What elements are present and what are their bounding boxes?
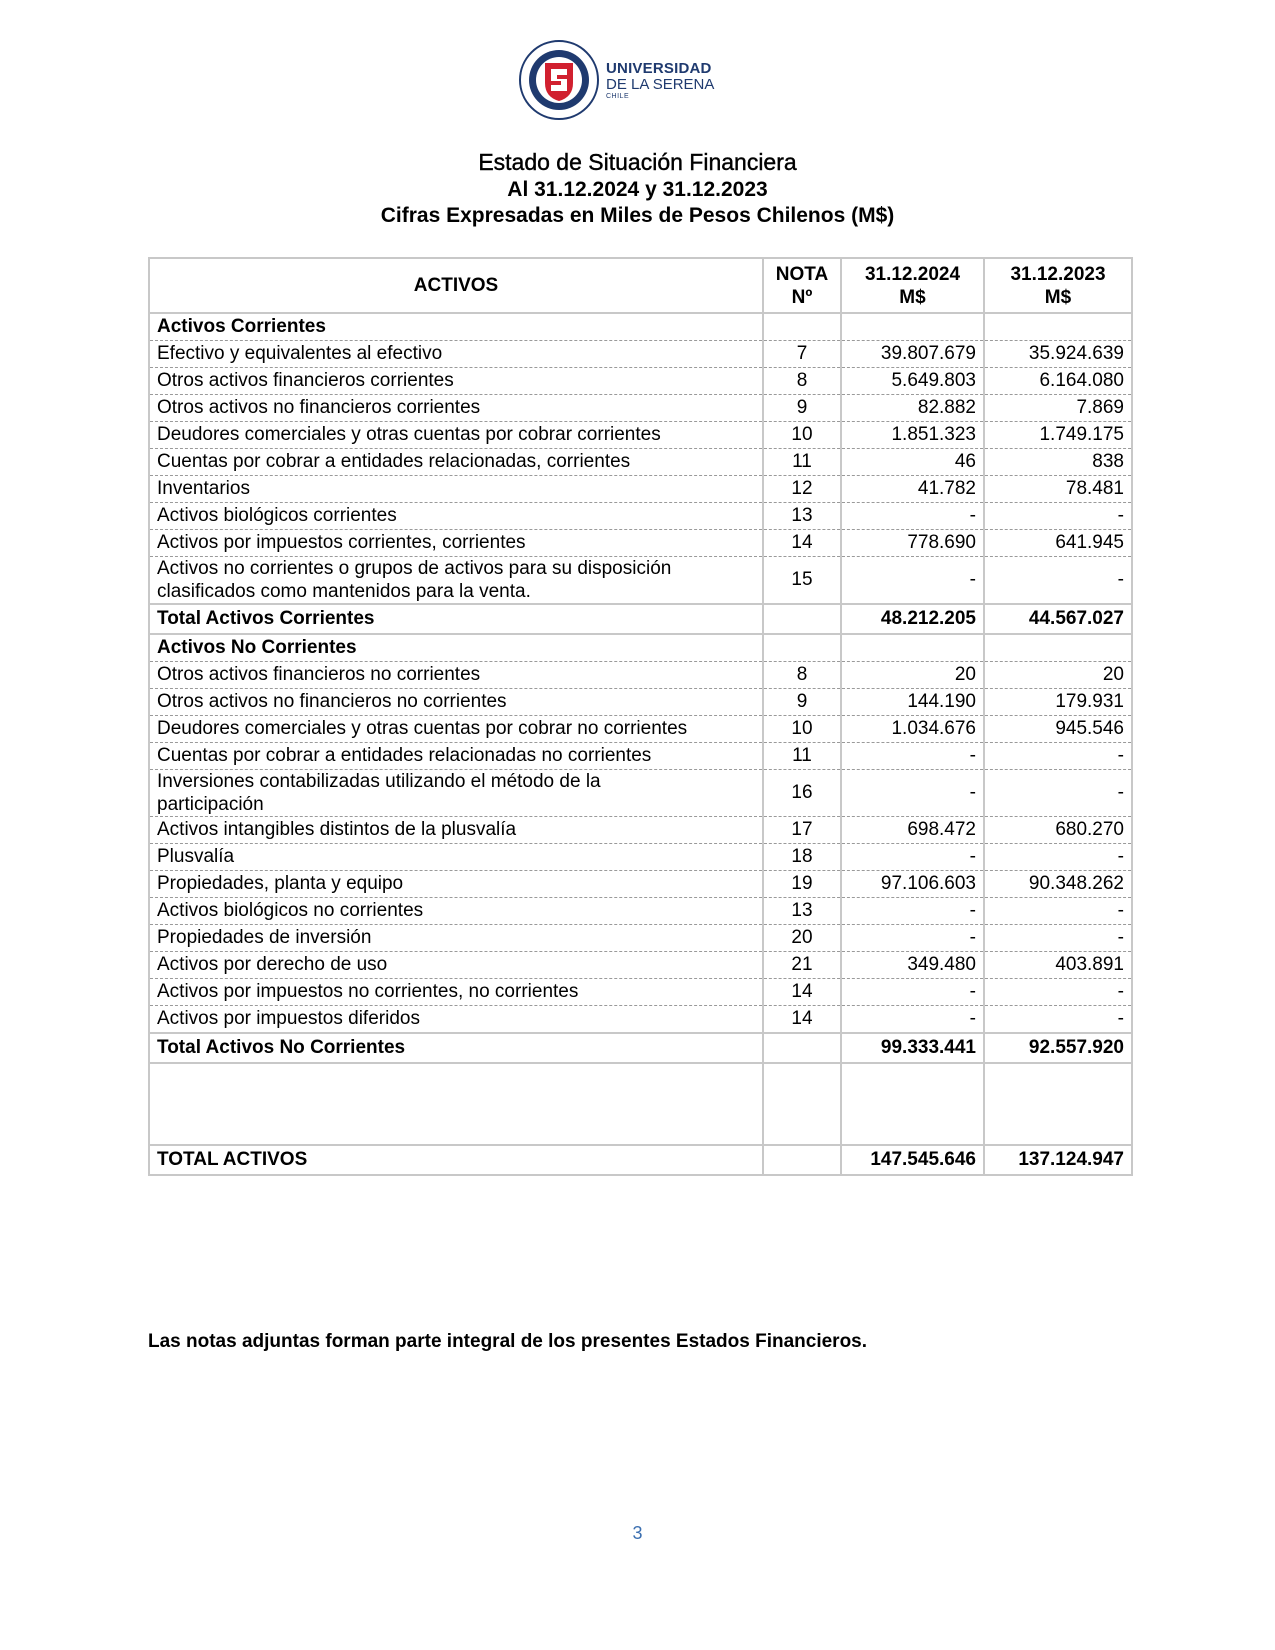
row-value-2023: -	[984, 844, 1132, 871]
row-nota	[763, 1145, 841, 1175]
row-value-2024: 97.106.603	[841, 871, 984, 898]
row-value-2023: 92.557.920	[984, 1033, 1132, 1063]
row-label-text-continued: clasificados como mantenidos para la venta.	[157, 581, 531, 602]
row-nota: 20	[763, 925, 841, 952]
row-value-2023	[984, 1063, 1132, 1145]
header-nota-line2: Nº	[791, 286, 813, 308]
row-label	[149, 341, 763, 368]
row-value-2023: 90.348.262	[984, 871, 1132, 898]
table-row	[149, 313, 1132, 341]
row-nota: 21	[763, 952, 841, 979]
row-value-2024: -	[841, 557, 984, 605]
table-row	[149, 503, 1132, 530]
row-value-2024	[841, 634, 984, 662]
row-value-2024	[841, 313, 984, 341]
row-value-2023	[984, 634, 1132, 662]
row-value-2024: 778.690	[841, 530, 984, 557]
table-header-row	[149, 258, 1132, 313]
row-value-2024: 20	[841, 662, 984, 689]
row-value-2023: 35.924.639	[984, 341, 1132, 368]
row-label	[149, 1063, 763, 1145]
table-row	[149, 557, 1132, 605]
row-value-2023: 641.945	[984, 530, 1132, 557]
header-2024-date: 31.12.2024	[864, 263, 961, 285]
row-label	[149, 395, 763, 422]
row-value-2023: -	[984, 503, 1132, 530]
row-label	[149, 449, 763, 476]
row-value-2024: 1.034.676	[841, 716, 984, 743]
row-value-2023: 6.164.080	[984, 368, 1132, 395]
row-label	[149, 368, 763, 395]
header-nota-line1: NOTA	[775, 263, 829, 285]
row-nota: 13	[763, 503, 841, 530]
table-row	[149, 743, 1132, 770]
row-nota: 9	[763, 395, 841, 422]
row-label-text: Activos biológicos no corrientes	[157, 900, 424, 921]
row-value-2023: 179.931	[984, 689, 1132, 716]
row-nota: 15	[763, 557, 841, 605]
row-value-2024: 698.472	[841, 817, 984, 844]
table-row	[149, 604, 1132, 634]
row-label-text: Otros activos financieros corrientes	[157, 370, 454, 391]
logo-line-3: CHILE	[606, 92, 630, 100]
row-label	[149, 716, 763, 743]
row-nota: 14	[763, 1006, 841, 1034]
table-row	[149, 770, 1132, 817]
row-label-text: Activos por derecho de uso	[157, 954, 388, 975]
row-label	[149, 689, 763, 716]
footnote: Las notas adjuntas forman parte integral de los presentes Estados Financieros.	[148, 1331, 868, 1352]
row-nota: 8	[763, 662, 841, 689]
row-value-2023: 44.567.027	[984, 604, 1132, 634]
row-label	[149, 1145, 763, 1175]
logo-line-2: DE LA SERENA	[606, 75, 715, 93]
header-nota	[763, 258, 841, 313]
row-label-text: Activos No Corrientes	[157, 637, 357, 658]
row-value-2023: -	[984, 979, 1132, 1006]
table-row	[149, 952, 1132, 979]
row-nota: 10	[763, 422, 841, 449]
row-nota: 7	[763, 341, 841, 368]
table-row	[149, 662, 1132, 689]
row-value-2023: -	[984, 1006, 1132, 1034]
row-value-2023: 7.869	[984, 395, 1132, 422]
row-nota	[763, 1063, 841, 1145]
row-value-2023: 1.749.175	[984, 422, 1132, 449]
row-label-text: Total Activos No Corrientes	[157, 1037, 406, 1058]
row-label-text: Activos por impuestos no corrientes, no corrientes	[157, 981, 579, 1002]
page-number: 3	[632, 1523, 643, 1543]
table-row	[149, 1063, 1132, 1145]
table-row	[149, 634, 1132, 662]
table-row	[149, 844, 1132, 871]
row-value-2024: 82.882	[841, 395, 984, 422]
table-row	[149, 395, 1132, 422]
table-row	[149, 530, 1132, 557]
row-label	[149, 979, 763, 1006]
row-nota: 16	[763, 770, 841, 817]
row-label-text: Total Activos Corrientes	[157, 608, 375, 629]
row-label	[149, 530, 763, 557]
row-label	[149, 1006, 763, 1034]
row-label-text-continued: participación	[157, 794, 264, 815]
row-value-2024	[841, 1063, 984, 1145]
row-label-text: Activos biológicos corrientes	[157, 505, 397, 526]
document-currency-note: Cifras Expresadas en Miles de Pesos Chilenos (M$)	[380, 204, 895, 227]
row-label-text: Deudores comerciales y otras cuentas por cobrar no corrientes	[157, 718, 688, 739]
row-nota: 18	[763, 844, 841, 871]
header-2024-unit: M$	[899, 286, 926, 308]
row-label-text: Otros activos financieros no corrientes	[157, 664, 481, 685]
row-value-2024: 144.190	[841, 689, 984, 716]
table-row	[149, 817, 1132, 844]
row-value-2024: 41.782	[841, 476, 984, 503]
row-label-text: TOTAL ACTIVOS	[157, 1149, 308, 1170]
row-label-text: Otros activos no financieros corrientes	[157, 397, 481, 418]
row-value-2024: 46	[841, 449, 984, 476]
row-value-2023: 78.481	[984, 476, 1132, 503]
row-label-text: Cuentas por cobrar a entidades relacionadas no corrientes	[157, 745, 652, 766]
row-value-2024: -	[841, 503, 984, 530]
row-value-2024: -	[841, 743, 984, 770]
row-value-2023: 680.270	[984, 817, 1132, 844]
row-value-2024: 147.545.646	[841, 1145, 984, 1175]
table-row	[149, 898, 1132, 925]
row-label-text: Propiedades, planta y equipo	[157, 873, 404, 894]
row-value-2024: 1.851.323	[841, 422, 984, 449]
row-nota	[763, 1033, 841, 1063]
row-value-2023: 403.891	[984, 952, 1132, 979]
row-nota: 12	[763, 476, 841, 503]
row-value-2023: 838	[984, 449, 1132, 476]
row-label-text: Activos no corrientes o grupos de activos para su disposición	[157, 558, 672, 579]
table-row	[149, 1006, 1132, 1034]
row-value-2024: 99.333.441	[841, 1033, 984, 1063]
row-nota: 17	[763, 817, 841, 844]
row-label	[149, 925, 763, 952]
row-nota: 14	[763, 530, 841, 557]
row-value-2024: 48.212.205	[841, 604, 984, 634]
table-row	[149, 422, 1132, 449]
row-value-2024: -	[841, 1006, 984, 1034]
row-label	[149, 817, 763, 844]
table-row	[149, 925, 1132, 952]
row-label-text: Inventarios	[157, 478, 250, 499]
balance-sheet-table	[148, 257, 1133, 1176]
row-label	[149, 422, 763, 449]
row-label	[149, 743, 763, 770]
document-header	[0, 147, 1275, 229]
row-nota	[763, 634, 841, 662]
row-label-text: Efectivo y equivalentes al efectivo	[157, 343, 443, 364]
row-label	[149, 844, 763, 871]
row-label-text: Cuentas por cobrar a entidades relacionadas, corrientes	[157, 451, 631, 472]
row-label-text: Activos por impuestos corrientes, corrientes	[157, 532, 526, 553]
row-label-text: Deudores comerciales y otras cuentas por cobrar corrientes	[157, 424, 661, 445]
row-label	[149, 898, 763, 925]
table-row	[149, 449, 1132, 476]
row-nota: 11	[763, 449, 841, 476]
table-row	[149, 979, 1132, 1006]
table-row	[149, 716, 1132, 743]
row-nota: 13	[763, 898, 841, 925]
row-label	[149, 634, 763, 662]
row-value-2023: 137.124.947	[984, 1145, 1132, 1175]
row-label-text: Activos por impuestos diferidos	[157, 1008, 420, 1029]
table-row	[149, 689, 1132, 716]
row-value-2024: -	[841, 979, 984, 1006]
row-value-2023: -	[984, 557, 1132, 605]
row-label	[149, 662, 763, 689]
row-nota	[763, 313, 841, 341]
document-date-range: Al 31.12.2024 y 31.12.2023	[507, 178, 768, 201]
document-title: Estado de Situación Financiera	[478, 149, 797, 175]
header-2023-unit: M$	[1044, 286, 1072, 308]
row-label	[149, 1033, 763, 1063]
row-label	[149, 770, 763, 817]
row-label-text: Propiedades de inversión	[157, 927, 372, 948]
row-label-text: Plusvalía	[157, 846, 235, 867]
row-nota: 10	[763, 716, 841, 743]
table-row	[149, 368, 1132, 395]
row-label-text: Activos Corrientes	[157, 316, 326, 337]
row-value-2024: 5.649.803	[841, 368, 984, 395]
row-value-2024: -	[841, 898, 984, 925]
row-value-2023: -	[984, 898, 1132, 925]
table-row	[149, 871, 1132, 898]
row-label	[149, 952, 763, 979]
row-value-2024: -	[841, 844, 984, 871]
header-2023-date: 31.12.2023	[1010, 263, 1106, 285]
row-label	[149, 503, 763, 530]
table-row	[149, 476, 1132, 503]
row-label-text: Otros activos no financieros no corrientes	[157, 691, 507, 712]
row-label-text: Inversiones contabilizadas utilizando el método de la	[157, 771, 601, 792]
row-value-2023: -	[984, 925, 1132, 952]
table-row	[149, 341, 1132, 368]
table-row	[149, 1033, 1132, 1063]
row-nota: 11	[763, 743, 841, 770]
table-row	[149, 1145, 1132, 1175]
row-value-2024: -	[841, 925, 984, 952]
row-value-2023: -	[984, 743, 1132, 770]
row-nota	[763, 604, 841, 634]
header-activos: ACTIVOS	[149, 258, 763, 313]
row-label	[149, 604, 763, 634]
row-label	[149, 557, 763, 605]
logo-line-1: UNIVERSIDAD	[606, 59, 712, 77]
row-nota: 14	[763, 979, 841, 1006]
row-value-2024: 39.807.679	[841, 341, 984, 368]
row-value-2024: -	[841, 770, 984, 817]
row-value-2023: -	[984, 770, 1132, 817]
row-value-2024: 349.480	[841, 952, 984, 979]
university-logo	[518, 40, 718, 120]
row-nota: 19	[763, 871, 841, 898]
row-label	[149, 871, 763, 898]
header-2023	[984, 258, 1132, 313]
university-seal-icon	[518, 39, 600, 121]
row-label	[149, 476, 763, 503]
row-value-2023	[984, 313, 1132, 341]
row-label-text: Activos intangibles distintos de la plusvalía	[157, 819, 517, 840]
row-nota: 9	[763, 689, 841, 716]
row-nota: 8	[763, 368, 841, 395]
row-value-2023: 945.546	[984, 716, 1132, 743]
row-value-2023: 20	[984, 662, 1132, 689]
header-2024	[841, 258, 984, 313]
row-label	[149, 313, 763, 341]
